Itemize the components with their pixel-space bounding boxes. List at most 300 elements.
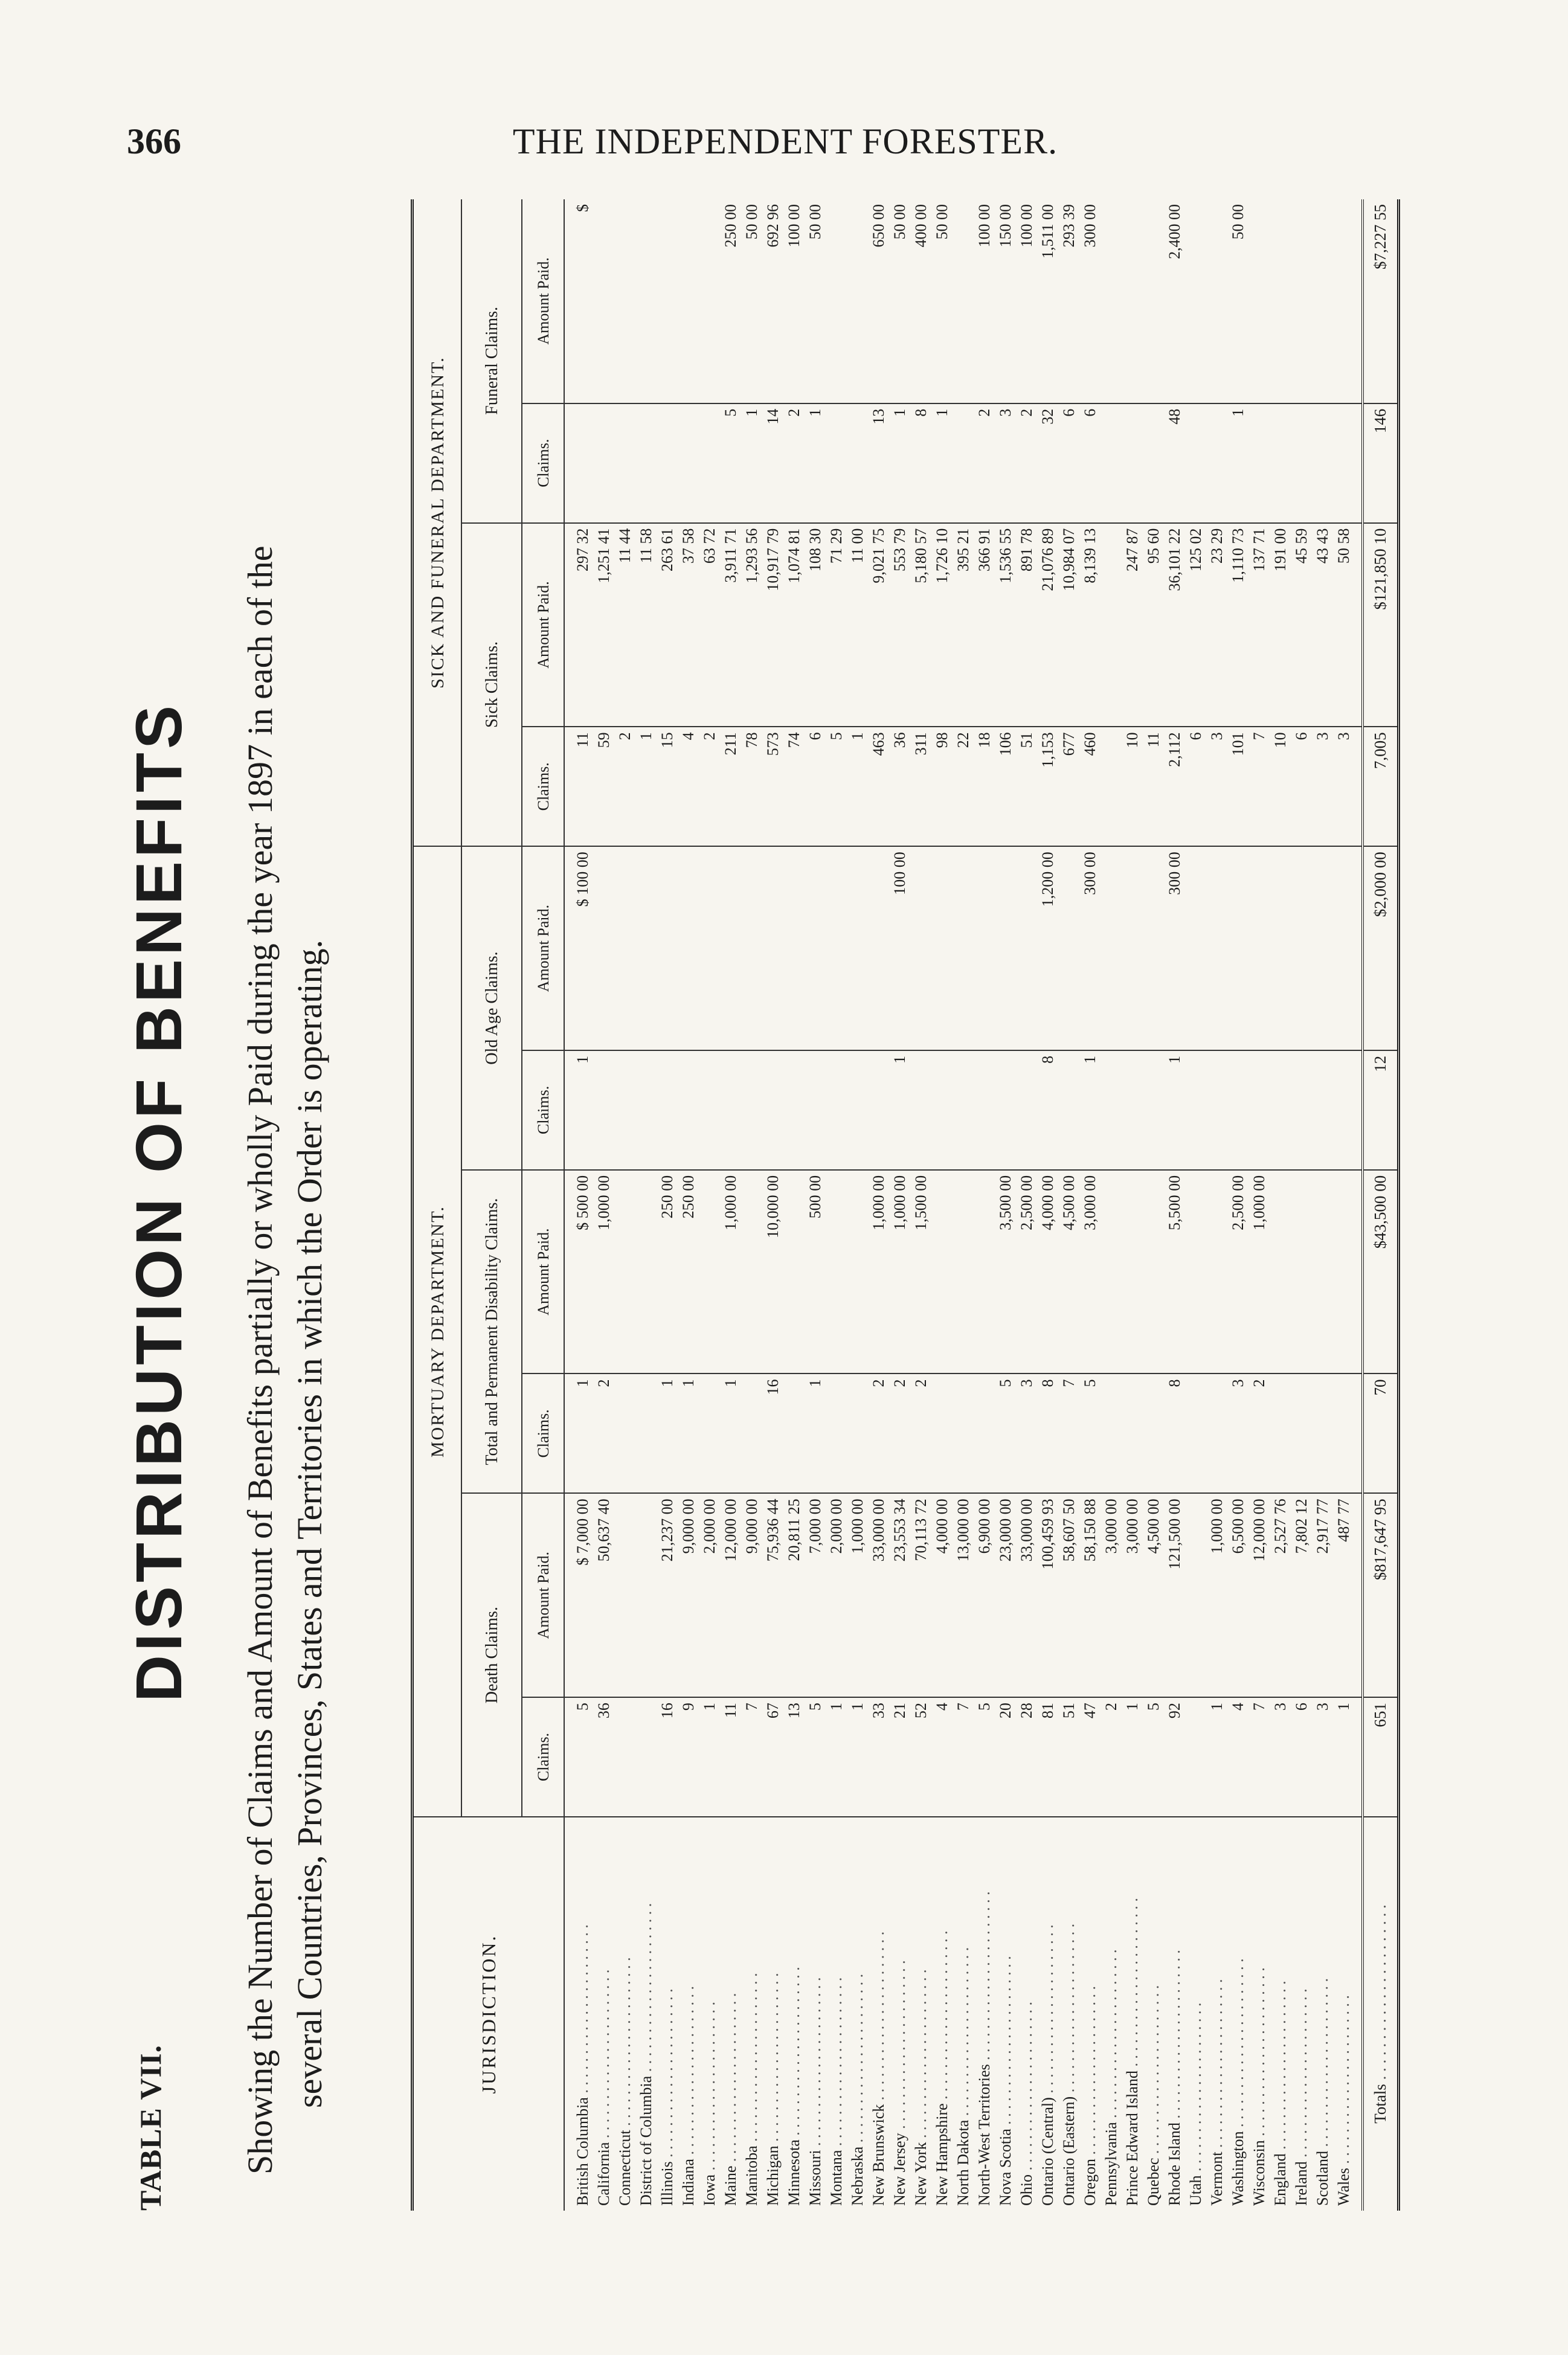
- jurisdiction-name: Michigan . . .: [762, 1817, 783, 2211]
- table-row: [1122, 199, 1143, 2211]
- old-age-claims-count: 1: [889, 1050, 910, 1170]
- sick-amount-paid: 11 44: [614, 523, 635, 727]
- sick-claims-count: 59: [593, 727, 614, 846]
- jurisdiction-name: Rhode Island . . .: [1164, 1817, 1185, 2211]
- sick-claims-count: 4: [678, 727, 699, 846]
- table-row: [910, 199, 931, 2211]
- old-age-claims-count: [1227, 1050, 1248, 1170]
- sick-amount-paid: 1,110 73: [1227, 523, 1248, 727]
- old-age-claims-count: [720, 1050, 741, 1170]
- old-age-amount-paid: $ 100 00: [564, 846, 593, 1050]
- sick-amount-paid: 63 72: [699, 523, 720, 727]
- old-age-amount-paid: [1270, 846, 1291, 1050]
- table-row: [1248, 199, 1270, 2211]
- disability-amount-paid: 1,500 00: [910, 1170, 931, 1374]
- death-amount-paid: 3,000 00: [1100, 1493, 1122, 1697]
- disability-amount-paid: [1270, 1170, 1291, 1374]
- disability-claims-count: 1: [564, 1373, 593, 1493]
- old-age-amount-paid: [995, 846, 1016, 1050]
- funeral-claims-count: [657, 403, 678, 523]
- table-body: [564, 199, 1399, 2211]
- sick-amount-paid: 43 43: [1312, 523, 1333, 727]
- disability-claims-count: [826, 1373, 847, 1493]
- death-claims-count: 81: [1037, 1697, 1058, 1817]
- funeral-claims-count: 32: [1037, 403, 1058, 523]
- old-age-amount-paid: 100 00: [889, 846, 910, 1050]
- sick-amount-paid: 3,911 71: [720, 523, 741, 727]
- disability-claims-count: 1: [805, 1373, 826, 1493]
- old-age-amount-paid: [1227, 846, 1248, 1050]
- funeral-claims-count: 5: [720, 403, 741, 523]
- funeral-amount-paid: [678, 199, 699, 403]
- death-amount-paid: [1185, 1493, 1206, 1697]
- funeral-claims-count: 1: [741, 403, 762, 523]
- old-age-amount-paid: [1100, 846, 1122, 1050]
- jurisdiction-name: Totals . . .: [1363, 1817, 1399, 2211]
- disability-claims-count: 3: [1016, 1373, 1037, 1493]
- sick-claims-count: 3: [1312, 727, 1333, 846]
- funeral-amount-paid: $: [564, 199, 593, 403]
- jurisdiction-name: Illinois . . .: [657, 1817, 678, 2211]
- table-row: [1164, 199, 1185, 2211]
- amount-col-header: Amount Paid.: [522, 199, 564, 403]
- disability-claims-count: [1333, 1373, 1363, 1493]
- disability-claims-count: [635, 1373, 657, 1493]
- sick-amount-paid: 36,101 22: [1164, 523, 1185, 727]
- disability-amount-paid: 1,000 00: [593, 1170, 614, 1374]
- sick-claims-count: 10: [1122, 727, 1143, 846]
- funeral-claims-count: 1: [805, 403, 826, 523]
- funeral-amount-paid: [1333, 199, 1363, 403]
- old-age-claims-count: [1312, 1050, 1333, 1170]
- jurisdiction-name: Montana . . .: [826, 1817, 847, 2211]
- old-age-amount-paid: [953, 846, 974, 1050]
- sick-amount-paid: 247 87: [1122, 523, 1143, 727]
- sick-amount-paid: 297 32: [564, 523, 593, 727]
- sick-amount-paid: 1,536 55: [995, 523, 1016, 727]
- sick-amount-paid: 5,180 57: [910, 523, 931, 727]
- table-row: [614, 199, 635, 2211]
- old-age-claims-count: [1270, 1050, 1291, 1170]
- funeral-amount-paid: [1312, 199, 1333, 403]
- table-row: [889, 199, 910, 2211]
- funeral-amount-paid: 400 00: [910, 199, 931, 403]
- table-row: [1037, 199, 1058, 2211]
- sick-claims-count: 211: [720, 727, 741, 846]
- death-claims-count: 7: [953, 1697, 974, 1817]
- funeral-amount-paid: [1206, 199, 1227, 403]
- old-age-claims-count: [1206, 1050, 1227, 1170]
- funeral-amount-paid: 100 00: [783, 199, 805, 403]
- death-claims-count: 13: [783, 1697, 805, 1817]
- sick-amount-paid: 891 78: [1016, 523, 1037, 727]
- death-amount-paid: 13,000 00: [953, 1493, 974, 1697]
- sick-amount-paid: 1,726 10: [931, 523, 953, 727]
- sick-claims-count: 1: [635, 727, 657, 846]
- disability-claims-count: 1: [657, 1373, 678, 1493]
- sick-claims-count: 74: [783, 727, 805, 846]
- jurisdiction-name: Ontario (Eastern) . . .: [1058, 1817, 1079, 2211]
- jurisdiction-name: New Jersey . . .: [889, 1817, 910, 2211]
- sick-amount-paid: $121,850 10: [1363, 523, 1399, 727]
- table-row: [741, 199, 762, 2211]
- disability-claims-count: [699, 1373, 720, 1493]
- funeral-amount-paid: [1143, 199, 1164, 403]
- disability-amount-paid: $ 500 00: [564, 1170, 593, 1374]
- disability-amount-paid: [741, 1170, 762, 1374]
- sick-claims-count: 6: [1291, 727, 1312, 846]
- amount-col-header: Amount Paid.: [522, 1170, 564, 1374]
- funeral-amount-paid: [593, 199, 614, 403]
- table-row: [564, 199, 593, 2211]
- funeral-claims-count: 14: [762, 403, 783, 523]
- jurisdiction-name: Indiana . . .: [678, 1817, 699, 2211]
- funeral-claims-count: [826, 403, 847, 523]
- old-age-claims-count: [635, 1050, 657, 1170]
- funeral-amount-paid: 293 39: [1058, 199, 1079, 403]
- sick-claims-count: 78: [741, 727, 762, 846]
- old-age-amount-paid: [1248, 846, 1270, 1050]
- death-claims-count: 1: [1122, 1697, 1143, 1817]
- disability-claims-count: [1206, 1373, 1227, 1493]
- disability-claims-count: 1: [678, 1373, 699, 1493]
- table-row: [995, 199, 1016, 2211]
- sick-amount-paid: 553 79: [889, 523, 910, 727]
- death-amount-paid: 75,936 44: [762, 1493, 783, 1697]
- death-amount-paid: 2,000 00: [699, 1493, 720, 1697]
- death-amount-paid: 58,150 88: [1079, 1493, 1100, 1697]
- funeral-amount-paid: 50 00: [931, 199, 953, 403]
- death-claims-count: 21: [889, 1697, 910, 1817]
- old-age-amount-paid: [805, 846, 826, 1050]
- table-row: [720, 199, 741, 2211]
- old-age-amount-paid: 300 00: [1079, 846, 1100, 1050]
- old-age-claims-count: [974, 1050, 995, 1170]
- jurisdiction-name: Ireland . . .: [1291, 1817, 1312, 2211]
- death-claims-count: 5: [974, 1697, 995, 1817]
- disability-amount-paid: [1143, 1170, 1164, 1374]
- table-row: [974, 199, 995, 2211]
- jurisdiction-name: Minnesota . . .: [783, 1817, 805, 2211]
- death-claims-count: 1: [1206, 1697, 1227, 1817]
- death-claims-count: 7: [1248, 1697, 1270, 1817]
- disability-claims-count: [1312, 1373, 1333, 1493]
- old-age-claims-count: 1: [1164, 1050, 1185, 1170]
- death-claims-count: 1: [847, 1697, 868, 1817]
- sick-claims-count: 11: [1143, 727, 1164, 846]
- funeral-claims-count: [1185, 403, 1206, 523]
- sick-claims-count: [1100, 727, 1122, 846]
- amount-col-header: Amount Paid.: [522, 523, 564, 727]
- old-age-amount-paid: [720, 846, 741, 1050]
- table-row: [678, 199, 699, 2211]
- old-age-claims-count: [762, 1050, 783, 1170]
- disability-amount-paid: 2,500 00: [1016, 1170, 1037, 1374]
- funeral-amount-paid: 300 00: [1079, 199, 1100, 403]
- death-claims-count: 1: [699, 1697, 720, 1817]
- subtitle-line-1: Showing the Number of Claims and Amount of Benefits partially or wholly Paid during the year 1897 in each of the: [240, 545, 280, 2174]
- table-title: DISTRIBUTION OF BENEFITS: [122, 702, 195, 1702]
- disability-claims-count: [1100, 1373, 1122, 1493]
- death-claims-count: 5: [564, 1697, 593, 1817]
- table-subtitle: [236, 217, 335, 2174]
- old-age-amount-paid: [783, 846, 805, 1050]
- claims-col-header: Claims.: [522, 403, 564, 523]
- funeral-claims-count: [1312, 403, 1333, 523]
- death-amount-paid: 20,811 25: [783, 1493, 805, 1697]
- page-header: [127, 121, 1444, 175]
- sick-claims-count: 573: [762, 727, 783, 846]
- death-amount-paid: 2,917 77: [1312, 1493, 1333, 1697]
- sick-claims-count: 2: [699, 727, 720, 846]
- death-claims-count: [1185, 1697, 1206, 1817]
- death-amount-paid: 12,000 00: [1248, 1493, 1270, 1697]
- jurisdiction-name: Missouri . . .: [805, 1817, 826, 2211]
- sick-amount-paid: 45 59: [1291, 523, 1312, 727]
- death-claims-count: 51: [1058, 1697, 1079, 1817]
- disability-amount-paid: [1333, 1170, 1363, 1374]
- sick-claims-count: 2: [614, 727, 635, 846]
- death-claims-count: 3: [1312, 1697, 1333, 1817]
- table-row: [1016, 199, 1037, 2211]
- old-age-amount-paid: [1333, 846, 1363, 1050]
- funeral-claims-count: [1100, 403, 1122, 523]
- claims-col-header: Claims.: [522, 1373, 564, 1493]
- death-amount-paid: 3,000 00: [1122, 1493, 1143, 1697]
- sick-claims-count: 3: [1206, 727, 1227, 846]
- funeral-claims-count: [593, 403, 614, 523]
- table-row: [953, 199, 974, 2211]
- old-age-claims-count: [805, 1050, 826, 1170]
- death-amount-paid: 2,000 00: [826, 1493, 847, 1697]
- funeral-amount-paid: 1,511 00: [1037, 199, 1058, 403]
- old-age-claims-count: [699, 1050, 720, 1170]
- old-age-amount-paid: [593, 846, 614, 1050]
- death-claims-count: 7: [741, 1697, 762, 1817]
- disability-amount-paid: 250 00: [678, 1170, 699, 1374]
- old-age-amount-paid: [847, 846, 868, 1050]
- old-age-amount-paid: 300 00: [1164, 846, 1185, 1050]
- old-age-amount-paid: [635, 846, 657, 1050]
- death-claims-count: [635, 1697, 657, 1817]
- death-amount-paid: 2,527 76: [1270, 1493, 1291, 1697]
- funeral-amount-paid: 100 00: [974, 199, 995, 403]
- death-amount-paid: 7,000 00: [805, 1493, 826, 1697]
- funeral-amount-paid: 2,400 00: [1164, 199, 1185, 403]
- death-claims-count: 1: [1333, 1697, 1363, 1817]
- claims-col-header: Claims.: [522, 1697, 564, 1817]
- disability-claims-count: [741, 1373, 762, 1493]
- disability-amount-paid: [1206, 1170, 1227, 1374]
- old-age-claims-count: [953, 1050, 974, 1170]
- table-row: [1206, 199, 1227, 2211]
- disability-claims-count: 8: [1037, 1373, 1058, 1493]
- jurisdiction-name: Quebec . . .: [1143, 1817, 1164, 2211]
- disability-claims-count: [614, 1373, 635, 1493]
- funeral-amount-paid: [847, 199, 868, 403]
- sick-amount-paid: 125 02: [1185, 523, 1206, 727]
- table-row: [826, 199, 847, 2211]
- funeral-amount-paid: [826, 199, 847, 403]
- death-claims-count: 28: [1016, 1697, 1037, 1817]
- sick-funeral-department-header: SICK AND FUNERAL DEPARTMENT.: [413, 199, 462, 846]
- death-amount-paid: 1,000 00: [1206, 1493, 1227, 1697]
- death-amount-paid: 9,000 00: [741, 1493, 762, 1697]
- disability-amount-paid: [1100, 1170, 1122, 1374]
- old-age-claims-count: [1333, 1050, 1363, 1170]
- sick-amount-paid: 191 00: [1270, 523, 1291, 727]
- disability-claims-count: 2: [868, 1373, 889, 1493]
- disability-claims-count: 1: [720, 1373, 741, 1493]
- old-age-claims-count: [1248, 1050, 1270, 1170]
- sick-amount-paid: 71 29: [826, 523, 847, 727]
- disability-amount-paid: [614, 1170, 635, 1374]
- sick-claims-count: 3: [1333, 727, 1363, 846]
- funeral-amount-paid: 692 96: [762, 199, 783, 403]
- death-amount-paid: 7,802 12: [1291, 1493, 1312, 1697]
- disability-claims-count: 70: [1363, 1373, 1399, 1493]
- table-row: [1291, 199, 1312, 2211]
- sick-claims-count: 6: [1185, 727, 1206, 846]
- disability-amount-paid: 1,000 00: [868, 1170, 889, 1374]
- table-row: [1143, 199, 1164, 2211]
- jurisdiction-name: Iowa . . .: [699, 1817, 720, 2211]
- death-claims-count: 9: [678, 1697, 699, 1817]
- funeral-amount-paid: 250 00: [720, 199, 741, 403]
- table-row: [868, 199, 889, 2211]
- old-age-amount-paid: [678, 846, 699, 1050]
- disability-claims-count: 16: [762, 1373, 783, 1493]
- death-amount-paid: 4,500 00: [1143, 1493, 1164, 1697]
- sick-claims-count: 7,005: [1363, 727, 1399, 846]
- funeral-amount-paid: 50 00: [1227, 199, 1248, 403]
- disability-amount-paid: 2,500 00: [1227, 1170, 1248, 1374]
- disability-claims-count: 2: [593, 1373, 614, 1493]
- death-amount-paid: 9,000 00: [678, 1493, 699, 1697]
- old-age-claims-count: [657, 1050, 678, 1170]
- death-amount-paid: 23,000 00: [995, 1493, 1016, 1697]
- disability-amount-paid: [826, 1170, 847, 1374]
- running-head: THE INDEPENDENT FORESTER.: [512, 121, 1058, 161]
- funeral-amount-paid: [1291, 199, 1312, 403]
- table-row: [657, 199, 678, 2211]
- funeral-claims-count: [564, 403, 593, 523]
- disability-amount-paid: 3,000 00: [1079, 1170, 1100, 1374]
- sick-claims-count: 1: [847, 727, 868, 846]
- death-amount-paid: 6,900 00: [974, 1493, 995, 1697]
- old-age-claims-count: [826, 1050, 847, 1170]
- death-amount-paid: 6,500 00: [1227, 1493, 1248, 1697]
- death-amount-paid: 487 77: [1333, 1493, 1363, 1697]
- death-claims-count: 92: [1164, 1697, 1185, 1817]
- jurisdiction-name: Wales . . .: [1333, 1817, 1363, 2211]
- funeral-claims-count: [1291, 403, 1312, 523]
- amount-col-header: Amount Paid.: [522, 1493, 564, 1697]
- death-claims-count: 16: [657, 1697, 678, 1817]
- disability-claims-count: [1143, 1373, 1164, 1493]
- jurisdiction-name: North Dakota . . .: [953, 1817, 974, 2211]
- sick-amount-paid: 366 91: [974, 523, 995, 727]
- death-amount-paid: 33,000 00: [1016, 1493, 1037, 1697]
- death-amount-paid: 50,637 40: [593, 1493, 614, 1697]
- sick-claims-count: 18: [974, 727, 995, 846]
- funeral-claims-count: 8: [910, 403, 931, 523]
- table-label: TABLE VII.: [133, 2045, 167, 2211]
- old-age-amount-paid: [1312, 846, 1333, 1050]
- funeral-claims-count: 1: [1227, 403, 1248, 523]
- jurisdiction-name: New York . . .: [910, 1817, 931, 2211]
- disability-amount-paid: [931, 1170, 953, 1374]
- funeral-amount-paid: 100 00: [1016, 199, 1037, 403]
- funeral-claims-count: 6: [1079, 403, 1100, 523]
- funeral-claims-count: [1143, 403, 1164, 523]
- death-amount-paid: 23,553 34: [889, 1493, 910, 1697]
- sick-amount-paid: 23 29: [1206, 523, 1227, 727]
- disability-claims-count: 2: [889, 1373, 910, 1493]
- table-caption: [121, 193, 405, 2211]
- jurisdiction-name: New Hampshire . . .: [931, 1817, 953, 2211]
- disability-amount-paid: [1312, 1170, 1333, 1374]
- sick-claims-count: 36: [889, 727, 910, 846]
- disability-amount-paid: 1,000 00: [720, 1170, 741, 1374]
- funeral-claims-count: [1270, 403, 1291, 523]
- old-age-claims-count: 12: [1363, 1050, 1399, 1170]
- sick-amount-paid: 395 21: [953, 523, 974, 727]
- claims-col-header: Claims.: [522, 1050, 564, 1170]
- old-age-claims-count: [1100, 1050, 1122, 1170]
- death-amount-paid: 58,607 50: [1058, 1493, 1079, 1697]
- sick-amount-paid: 1,074 81: [783, 523, 805, 727]
- jurisdiction-header: JURISDICTION.: [413, 1817, 565, 2211]
- death-amount-paid: 121,500 00: [1164, 1493, 1185, 1697]
- death-claims-count: 36: [593, 1697, 614, 1817]
- disability-claims-count: [1185, 1373, 1206, 1493]
- disability-amount-paid: [783, 1170, 805, 1374]
- funeral-amount-paid: [1100, 199, 1122, 403]
- sick-amount-paid: 10,917 79: [762, 523, 783, 727]
- death-amount-paid: 33,000 00: [868, 1493, 889, 1697]
- sick-amount-paid: 50 58: [1333, 523, 1363, 727]
- death-claims-count: 52: [910, 1697, 931, 1817]
- old-age-claims-count: [1291, 1050, 1312, 1170]
- old-age-claims-count: [910, 1050, 931, 1170]
- sick-amount-paid: 8,139 13: [1079, 523, 1100, 727]
- funeral-claims-count: [1206, 403, 1227, 523]
- old-age-claims-count: [995, 1050, 1016, 1170]
- table-row: [1333, 199, 1363, 2211]
- old-age-amount-paid: [868, 846, 889, 1050]
- table-row: [931, 199, 953, 2211]
- sick-amount-paid: 1,293 56: [741, 523, 762, 727]
- disability-claims-count: 7: [1058, 1373, 1079, 1493]
- old-age-amount-paid: [1206, 846, 1227, 1050]
- sick-claims-count: 677: [1058, 727, 1079, 846]
- funeral-claims-count: [1248, 403, 1270, 523]
- old-age-amount-paid: [657, 846, 678, 1050]
- sick-amount-paid: 11 58: [635, 523, 657, 727]
- table-row: [1058, 199, 1079, 2211]
- funeral-amount-paid: [1185, 199, 1206, 403]
- table-row: [1100, 199, 1122, 2211]
- subtitle-line-2: several Countries, Provinces, States and Territories in which the Order is operating.: [290, 939, 329, 2108]
- death-amount-paid: [635, 1493, 657, 1697]
- death-claims-count: 4: [1227, 1697, 1248, 1817]
- funeral-claims-count: 2: [1016, 403, 1037, 523]
- rotated-table-region: [121, 193, 1462, 2211]
- jurisdiction-name: Washington . . .: [1227, 1817, 1248, 2211]
- old-age-claims-count: [678, 1050, 699, 1170]
- disability-claims-count: [953, 1373, 974, 1493]
